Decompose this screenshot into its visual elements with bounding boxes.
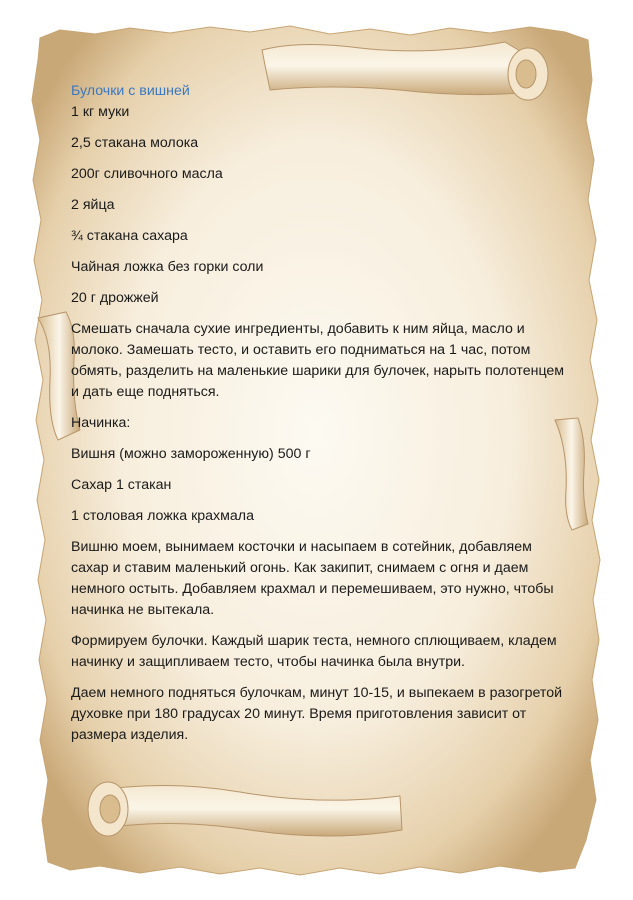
- recipe-title: Булочки с вишней: [71, 83, 190, 99]
- ingredient-sugar: ¾ стакана сахара: [71, 228, 188, 244]
- dough-method-paragraph: Смешать сначала сухие ингредиенты, добавить к ним яйца, масло и молоко. Замешать тесто, и оставить его подниматься на 1 час, потом обмять, разделить на маленькие шарики для булочек, нарыть полотенцем и дать еще подняться.: [71, 321, 565, 400]
- ingredient-milk: 2,5 стакана молока: [71, 135, 199, 151]
- recipe-content: [71, 81, 571, 756]
- forming-method-paragraph: Формируем булочки. Каждый шарик теста, немного сплющиваем, кладем начинку и защипливаем тесто, чтобы начинка была внутри.: [71, 633, 557, 670]
- ingredient-butter: 200г сливочного масла: [71, 166, 223, 182]
- ingredient-eggs: 2 яйца: [71, 197, 115, 213]
- filling-label: Начинка:: [71, 415, 131, 431]
- filling-method-paragraph: Вишню моем, вынимаем косточки и насыпаем в сотейник, добавляем сахар и ставим маленький огонь. Как закипит, снимаем с огня и даем немного остыть. Добавляем крахмал и перемешиваем, это нужно, чтобы начинка не вытекала.: [71, 539, 554, 618]
- filling-sugar: Сахар 1 стакан: [71, 477, 172, 493]
- filling-cherries: Вишня (можно замороженную) 500 г: [71, 446, 311, 462]
- ingredient-salt: Чайная ложка без горки соли: [71, 259, 264, 275]
- ingredient-yeast: 20 г дрожжей: [71, 290, 159, 306]
- filling-starch: 1 столовая ложка крахмала: [71, 508, 254, 524]
- baking-method-paragraph: Даем немного подняться булочкам, минут 10-15, и выпекаем в разогретой духовке при 180 градусах 20 минут. Время приготовления зависит от размера изделия.: [71, 685, 563, 743]
- ingredient-flour: 1 кг муки: [71, 104, 130, 120]
